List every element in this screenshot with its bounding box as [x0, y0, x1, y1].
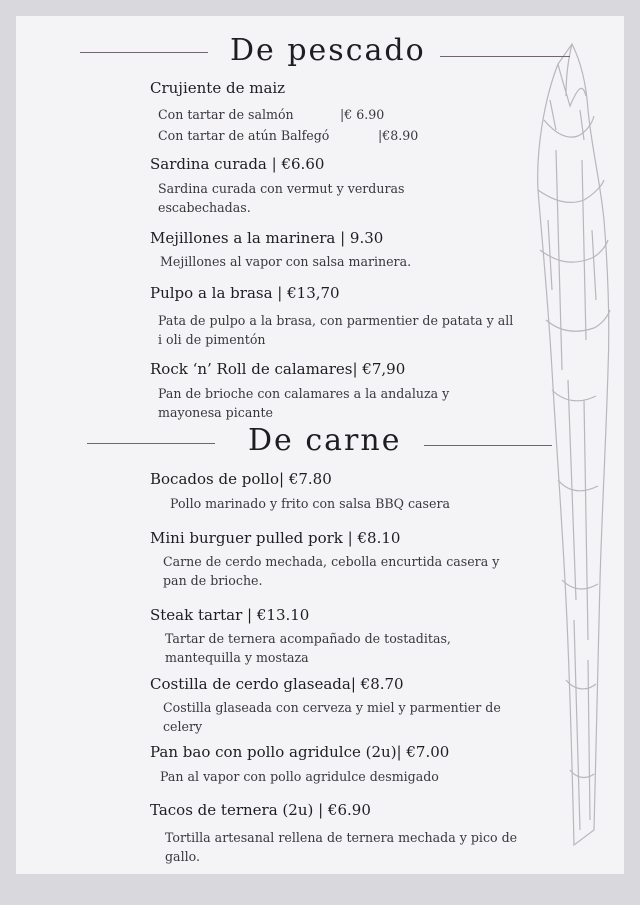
menu-item-title: Crujiente de maiz	[150, 79, 286, 97]
menu-item-description: Tortilla artesanal rellena de ternera mechada y pico de gallo.	[165, 830, 518, 864]
menu-item-description: Pollo marinado y frito con salsa BBQ casera	[170, 496, 450, 511]
menu-item-description: Pan al vapor con pollo agridulce desmigado	[160, 769, 439, 784]
menu-item-description: Pan de brioche con calamares a la andaluza y mayonesa picante	[158, 386, 450, 420]
menu-item-description: Tartar de ternera acompañado de tostaditas, mantequilla y mostaza	[165, 631, 451, 665]
menu-item-title: Sardina curada | €6.60	[150, 155, 325, 173]
menu-item-title: Mejillones a la marinera | 9.30	[150, 229, 384, 247]
menu-item-description: Pata de pulpo a la brasa, con parmentier de patata y all i oli de pimentón	[158, 313, 514, 347]
menu-item-description: Sardina curada con vermut y verduras escabechadas.	[158, 181, 405, 215]
menu-item-title: Steak tartar | €13.10	[150, 606, 310, 624]
variant-price: |€ 6.90	[340, 107, 385, 122]
pescado-rule-left	[80, 52, 208, 53]
carne-rule-left	[87, 443, 215, 444]
carne-rule-right	[424, 445, 552, 446]
menu-item-title: Tacos de ternera (2u) | €6.90	[150, 801, 371, 819]
variant-label: Con tartar de atún Balfegó	[158, 128, 330, 143]
menu-item-description: Mejillones al vapor con salsa marinera.	[160, 254, 412, 269]
menu-item-description: Costilla glaseada con cerveza y miel y parmentier de celery	[163, 700, 501, 734]
variant-label: Con tartar de salmón	[158, 107, 294, 122]
menu-item-title: Bocados de pollo| €7.80	[150, 470, 332, 488]
menu-item-title: Costilla de cerdo glaseada| €8.70	[150, 675, 404, 693]
menu-item-title: Pulpo a la brasa | €13,70	[150, 284, 340, 302]
asparagus-illustration-icon	[522, 40, 618, 865]
variant-price: |€8.90	[378, 128, 419, 143]
pescado-section-title: De pescado	[230, 33, 426, 68]
menu-item-description: Carne de cerdo mechada, cebolla encurtida casera y pan de brioche.	[163, 554, 500, 588]
menu-item-title: Mini burguer pulled pork | €8.10	[150, 529, 401, 547]
carne-section-title: De carne	[248, 423, 402, 458]
pescado-rule-right	[440, 56, 570, 57]
menu-item-title: Pan bao con pollo agridulce (2u)| €7.00	[150, 743, 450, 761]
menu-item-title: Rock ‘n’ Roll de calamares| €7,90	[150, 360, 406, 378]
